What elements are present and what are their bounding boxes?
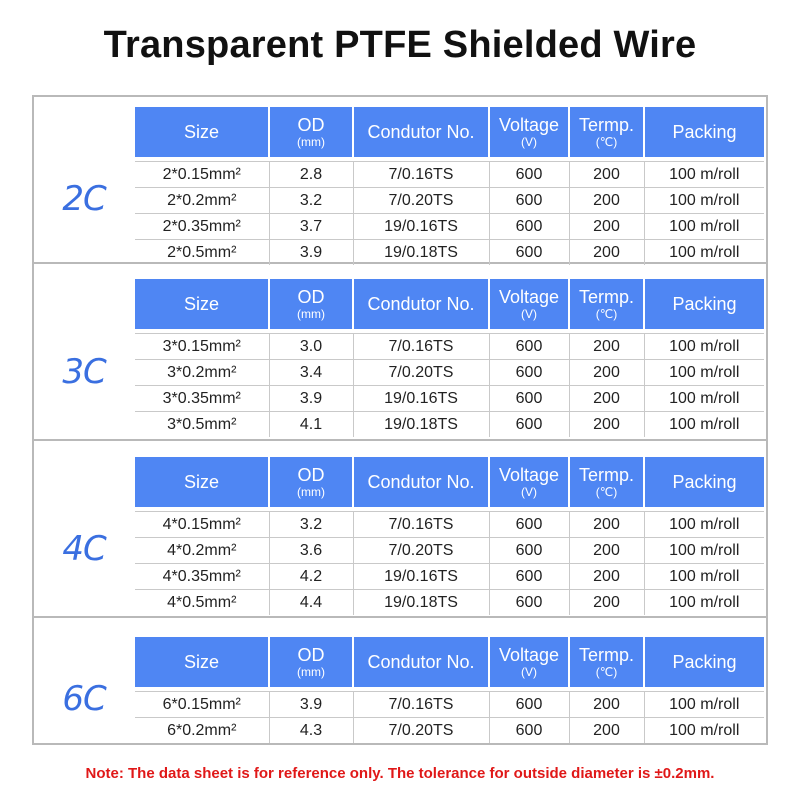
header-unit: (℃) bbox=[595, 135, 618, 149]
header-unit: (mm) bbox=[297, 485, 325, 499]
cell-packing: 100 m/roll bbox=[644, 214, 764, 240]
group-label: 3C bbox=[62, 352, 106, 392]
header-label: Packing bbox=[672, 121, 737, 142]
cell-voltage: 600 bbox=[489, 590, 569, 616]
header-row bbox=[135, 279, 764, 329]
spec-table bbox=[135, 457, 764, 615]
cell-voltage: 600 bbox=[489, 564, 569, 590]
cell-voltage: 600 bbox=[489, 692, 569, 718]
header-label: Packing bbox=[672, 293, 737, 314]
group-4c bbox=[34, 441, 766, 618]
header-conductor bbox=[353, 637, 489, 687]
header-label: OD bbox=[297, 115, 325, 135]
cell-temperature: 200 bbox=[569, 692, 644, 718]
header-packing bbox=[644, 637, 764, 687]
cell-size: 3*0.2mm² bbox=[135, 360, 269, 386]
group-6c bbox=[34, 618, 766, 743]
reference-note: Note: The data sheet is for reference only. The tolerance for outside diameter is ±0.2mm. bbox=[85, 765, 715, 782]
cell-temperature: 200 bbox=[569, 214, 644, 240]
cell-od: 3.9 bbox=[269, 386, 353, 412]
cell-voltage: 600 bbox=[489, 162, 569, 188]
cell-temperature: 200 bbox=[569, 564, 644, 590]
cell-od: 4.4 bbox=[269, 590, 353, 616]
cell-voltage: 600 bbox=[489, 412, 569, 438]
cell-temperature: 200 bbox=[569, 162, 644, 188]
cell-voltage: 600 bbox=[489, 360, 569, 386]
header-label: OD bbox=[297, 465, 325, 485]
cell-temperature: 200 bbox=[569, 240, 644, 266]
cell-size: 4*0.2mm² bbox=[135, 538, 269, 564]
page-title: Transparent PTFE Shielded Wire bbox=[103, 24, 697, 66]
header-size bbox=[135, 107, 269, 157]
cell-temperature: 200 bbox=[569, 718, 644, 744]
cell-od: 3.2 bbox=[269, 512, 353, 538]
cell-od: 3.4 bbox=[269, 360, 353, 386]
header-label: Size bbox=[183, 471, 219, 492]
cell-size: 6*0.15mm² bbox=[135, 692, 269, 718]
header-label: Voltage bbox=[498, 465, 560, 485]
header-label: OD bbox=[297, 645, 325, 665]
cell-conductor: 7/0.16TS bbox=[353, 692, 489, 718]
cell-packing: 100 m/roll bbox=[669, 415, 740, 433]
cell-conductor: 7/0.16TS bbox=[353, 512, 489, 538]
cell-temperature: 200 bbox=[569, 386, 644, 412]
header-temperature bbox=[569, 637, 644, 687]
cell-packing: 100 m/roll bbox=[669, 593, 740, 611]
group-label: 2C bbox=[62, 179, 106, 219]
header-unit: (mm) bbox=[297, 135, 325, 149]
header-row bbox=[135, 457, 764, 507]
header-row bbox=[135, 637, 764, 687]
cell-size: 4*0.15mm² bbox=[135, 512, 269, 538]
table-row bbox=[135, 718, 764, 744]
cell-conductor: 7/0.16TS bbox=[353, 334, 489, 360]
cell-packing: 100 m/roll bbox=[644, 692, 764, 718]
cell-od: 4.3 bbox=[269, 718, 353, 744]
cell-size: 3*0.5mm² bbox=[135, 412, 269, 438]
cell-packing: 100 m/roll bbox=[644, 512, 764, 538]
cell-temperature: 200 bbox=[569, 334, 644, 360]
cell-size: 2*0.2mm² bbox=[135, 188, 269, 214]
cell-od: 2.8 bbox=[269, 162, 353, 188]
table-row bbox=[135, 412, 764, 438]
cell-conductor: 19/0.16TS bbox=[353, 386, 489, 412]
cell-packing: 100 m/roll bbox=[669, 721, 740, 739]
cell-od: 4.1 bbox=[269, 412, 353, 438]
header-label: Condutor No. bbox=[367, 293, 475, 314]
cell-conductor: 19/0.18TS bbox=[353, 590, 489, 616]
header-unit: (V) bbox=[521, 135, 537, 149]
group-2c bbox=[34, 97, 766, 264]
header-row bbox=[135, 107, 764, 157]
cell-size: 2*0.5mm² bbox=[135, 240, 269, 266]
cell-packing: 100 m/roll bbox=[644, 162, 764, 188]
header-temperature bbox=[569, 107, 644, 157]
cell-packing: 100 m/roll bbox=[669, 243, 740, 261]
header-voltage bbox=[489, 279, 569, 329]
cell-size: 3*0.15mm² bbox=[135, 334, 269, 360]
table-row bbox=[135, 240, 764, 266]
cell-od: 3.9 bbox=[269, 240, 353, 266]
header-label: Voltage bbox=[498, 115, 560, 135]
cell-od: 3.9 bbox=[269, 692, 353, 718]
header-temperature bbox=[569, 279, 644, 329]
header-conductor bbox=[353, 457, 489, 507]
table-row bbox=[135, 538, 764, 564]
cell-od: 3.7 bbox=[269, 214, 353, 240]
header-voltage bbox=[489, 107, 569, 157]
cell-packing: 100 m/roll bbox=[644, 564, 764, 590]
cell-size: 3*0.35mm² bbox=[135, 386, 269, 412]
header-unit: (℃) bbox=[595, 665, 618, 679]
cell-voltage: 600 bbox=[489, 214, 569, 240]
cell-size: 6*0.2mm² bbox=[135, 718, 269, 744]
cell-conductor: 7/0.20TS bbox=[353, 538, 489, 564]
header-label: Size bbox=[183, 293, 219, 314]
spec-table bbox=[135, 279, 764, 437]
cell-packing: 100 m/roll bbox=[644, 386, 764, 412]
table-row bbox=[135, 214, 764, 240]
header-temperature bbox=[569, 457, 644, 507]
cell-voltage: 600 bbox=[489, 386, 569, 412]
spec-sheet bbox=[32, 95, 768, 745]
header-unit: (mm) bbox=[297, 307, 325, 321]
cell-od: 3.0 bbox=[269, 334, 353, 360]
cell-packing: 100 m/roll bbox=[644, 334, 764, 360]
spec-table bbox=[135, 107, 764, 265]
table-row bbox=[135, 386, 764, 412]
cell-conductor: 19/0.16TS bbox=[353, 564, 489, 590]
group-label: 4C bbox=[62, 529, 106, 569]
cell-temperature: 200 bbox=[569, 538, 644, 564]
cell-temperature: 200 bbox=[569, 412, 644, 438]
cell-packing: 100 m/roll bbox=[644, 188, 764, 214]
table-row bbox=[135, 334, 764, 360]
header-unit: (V) bbox=[521, 307, 537, 321]
header-label: Packing bbox=[672, 471, 737, 492]
cell-size: 4*0.35mm² bbox=[135, 564, 269, 590]
header-label: Size bbox=[183, 651, 219, 672]
cell-od: 3.2 bbox=[269, 188, 353, 214]
cell-od: 3.6 bbox=[269, 538, 353, 564]
header-label: Condutor No. bbox=[367, 121, 475, 142]
cell-packing: 100 m/roll bbox=[644, 538, 764, 564]
header-unit: (℃) bbox=[595, 307, 618, 321]
cell-voltage: 600 bbox=[489, 512, 569, 538]
cell-od: 4.2 bbox=[269, 564, 353, 590]
cell-conductor: 19/0.16TS bbox=[353, 214, 489, 240]
cell-conductor: 7/0.16TS bbox=[353, 162, 489, 188]
group-label: 6C bbox=[62, 679, 106, 719]
header-voltage bbox=[489, 637, 569, 687]
header-packing bbox=[644, 107, 764, 157]
table-row bbox=[135, 564, 764, 590]
header-voltage bbox=[489, 457, 569, 507]
cell-voltage: 600 bbox=[489, 240, 569, 266]
table-row bbox=[135, 162, 764, 188]
header-unit: (℃) bbox=[595, 485, 618, 499]
cell-packing: 100 m/roll bbox=[644, 360, 764, 386]
header-size bbox=[135, 457, 269, 507]
header-od bbox=[269, 637, 353, 687]
header-unit: (V) bbox=[521, 485, 537, 499]
header-label: Termp. bbox=[578, 287, 634, 307]
header-od bbox=[269, 457, 353, 507]
header-unit: (V) bbox=[521, 665, 537, 679]
header-label: Termp. bbox=[578, 115, 634, 135]
header-packing bbox=[644, 457, 764, 507]
cell-conductor: 19/0.18TS bbox=[353, 412, 489, 438]
header-size bbox=[135, 279, 269, 329]
header-unit: (mm) bbox=[297, 665, 325, 679]
header-label: Condutor No. bbox=[367, 471, 475, 492]
header-label: Condutor No. bbox=[367, 651, 475, 672]
cell-conductor: 7/0.20TS bbox=[353, 188, 489, 214]
cell-voltage: 600 bbox=[489, 718, 569, 744]
cell-voltage: 600 bbox=[489, 334, 569, 360]
cell-size: 2*0.35mm² bbox=[135, 214, 269, 240]
cell-size: 2*0.15mm² bbox=[135, 162, 269, 188]
header-conductor bbox=[353, 279, 489, 329]
cell-temperature: 200 bbox=[569, 512, 644, 538]
header-label: Termp. bbox=[578, 645, 634, 665]
cell-temperature: 200 bbox=[569, 360, 644, 386]
header-od bbox=[269, 107, 353, 157]
header-size bbox=[135, 637, 269, 687]
header-conductor bbox=[353, 107, 489, 157]
cell-voltage: 600 bbox=[489, 188, 569, 214]
header-label: OD bbox=[297, 287, 325, 307]
cell-conductor: 19/0.18TS bbox=[353, 240, 489, 266]
header-label: Termp. bbox=[578, 465, 634, 485]
header-od bbox=[269, 279, 353, 329]
table-row bbox=[135, 512, 764, 538]
header-label: Size bbox=[183, 121, 219, 142]
cell-temperature: 200 bbox=[569, 188, 644, 214]
header-label: Voltage bbox=[498, 287, 560, 307]
cell-temperature: 200 bbox=[569, 590, 644, 616]
table-row bbox=[135, 360, 764, 386]
spec-table bbox=[135, 637, 764, 743]
table-row bbox=[135, 590, 764, 616]
table-row bbox=[135, 692, 764, 718]
cell-voltage: 600 bbox=[489, 538, 569, 564]
cell-size: 4*0.5mm² bbox=[135, 590, 269, 616]
cell-conductor: 7/0.20TS bbox=[353, 718, 489, 744]
header-label: Packing bbox=[672, 651, 737, 672]
cell-conductor: 7/0.20TS bbox=[353, 360, 489, 386]
header-packing bbox=[644, 279, 764, 329]
table-row bbox=[135, 188, 764, 214]
group-3c bbox=[34, 264, 766, 441]
header-label: Voltage bbox=[498, 645, 560, 665]
